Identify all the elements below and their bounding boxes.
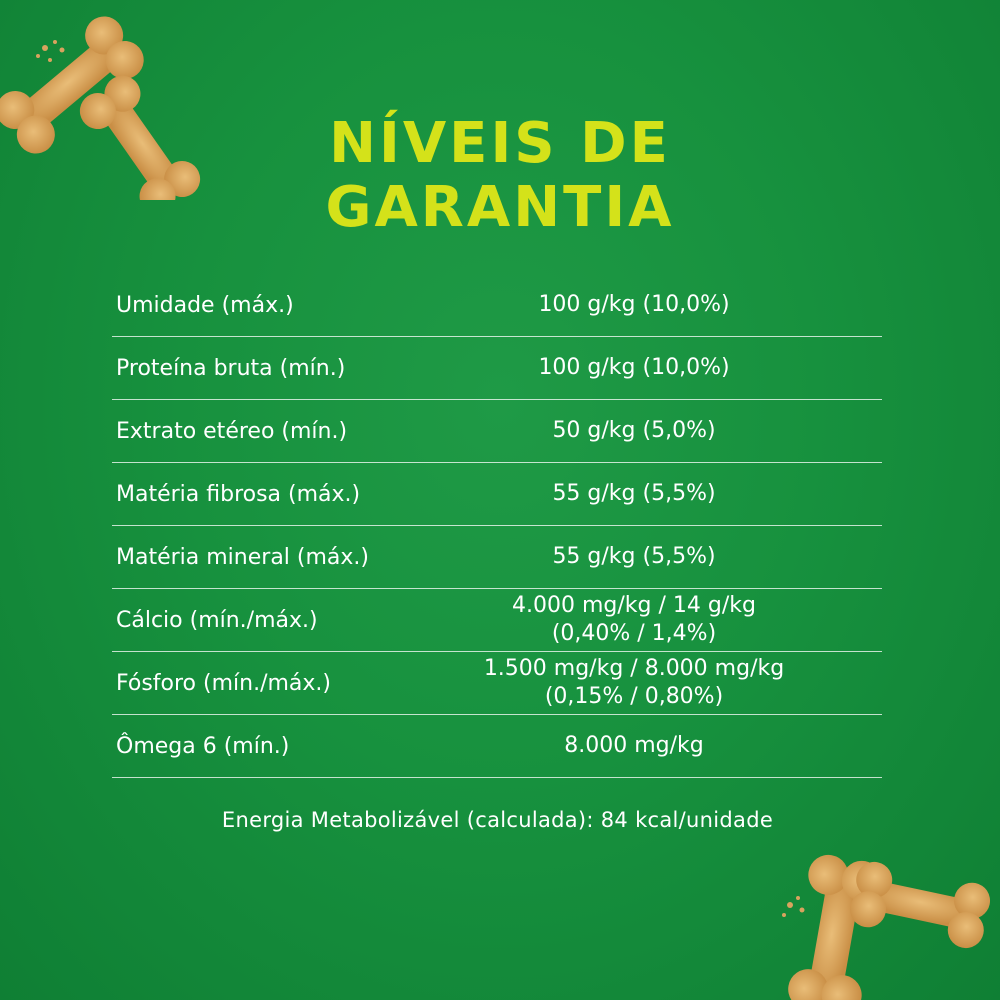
row-value-line-1: 8.000 mg/kg bbox=[564, 733, 704, 758]
crumbs bbox=[36, 40, 65, 62]
row-label: Matéria mineral (máx.) bbox=[116, 544, 369, 570]
row-label: Ômega 6 (mín.) bbox=[116, 733, 290, 759]
row-label: Proteína bruta (mín.) bbox=[116, 355, 346, 381]
nutrition-table bbox=[112, 274, 882, 778]
table-row bbox=[112, 715, 882, 778]
table-row bbox=[112, 274, 882, 337]
row-label: Umidade (máx.) bbox=[116, 292, 294, 318]
title-line-1: NÍVEIS DE bbox=[329, 111, 671, 176]
row-value bbox=[416, 291, 882, 319]
table-row bbox=[112, 463, 882, 526]
row-label: Extrato etéreo (mín.) bbox=[116, 418, 348, 444]
row-value-line-1: 100 g/kg (10,0%) bbox=[538, 355, 730, 380]
row-value-line-1: 100 g/kg (10,0%) bbox=[538, 292, 730, 317]
row-value-line-1: 50 g/kg (5,0%) bbox=[552, 418, 716, 443]
row-value-line-1: 55 g/kg (5,5%) bbox=[552, 481, 716, 506]
row-label: Cálcio (mín./máx.) bbox=[116, 607, 318, 633]
row-value-line-1: 4.000 mg/kg / 14 g/kg bbox=[512, 593, 756, 618]
bone-shape bbox=[847, 859, 994, 952]
title-line-2: GARANTIA bbox=[325, 175, 675, 240]
row-value bbox=[416, 592, 882, 648]
energy-note: Energia Metabolizável (calculada): 84 kcal/unidade bbox=[221, 808, 774, 832]
row-value-line-1: 1.500 mg/kg / 8.000 mg/kg bbox=[483, 656, 785, 681]
page-title bbox=[0, 112, 1000, 240]
row-label: Fósforo (mín./máx.) bbox=[116, 670, 331, 696]
row-value-line-1: 55 g/kg (5,5%) bbox=[552, 544, 716, 569]
row-value bbox=[416, 480, 882, 508]
row-value-line-2: (0,15% / 0,80%) bbox=[544, 684, 724, 709]
row-value bbox=[416, 655, 882, 711]
table-row bbox=[112, 337, 882, 400]
row-value bbox=[416, 417, 882, 445]
row-value bbox=[416, 543, 882, 571]
row-value-line-2: (0,40% / 1,4%) bbox=[551, 621, 717, 646]
table-row bbox=[112, 400, 882, 463]
table-row bbox=[112, 652, 882, 715]
row-value bbox=[416, 732, 882, 760]
crumbs bbox=[782, 896, 805, 917]
dog-biscuits-bottom-right bbox=[770, 840, 995, 1000]
table-row bbox=[112, 589, 882, 652]
row-value bbox=[416, 354, 882, 382]
row-label: Matéria fibrosa (máx.) bbox=[116, 481, 361, 507]
table-row bbox=[112, 526, 882, 589]
